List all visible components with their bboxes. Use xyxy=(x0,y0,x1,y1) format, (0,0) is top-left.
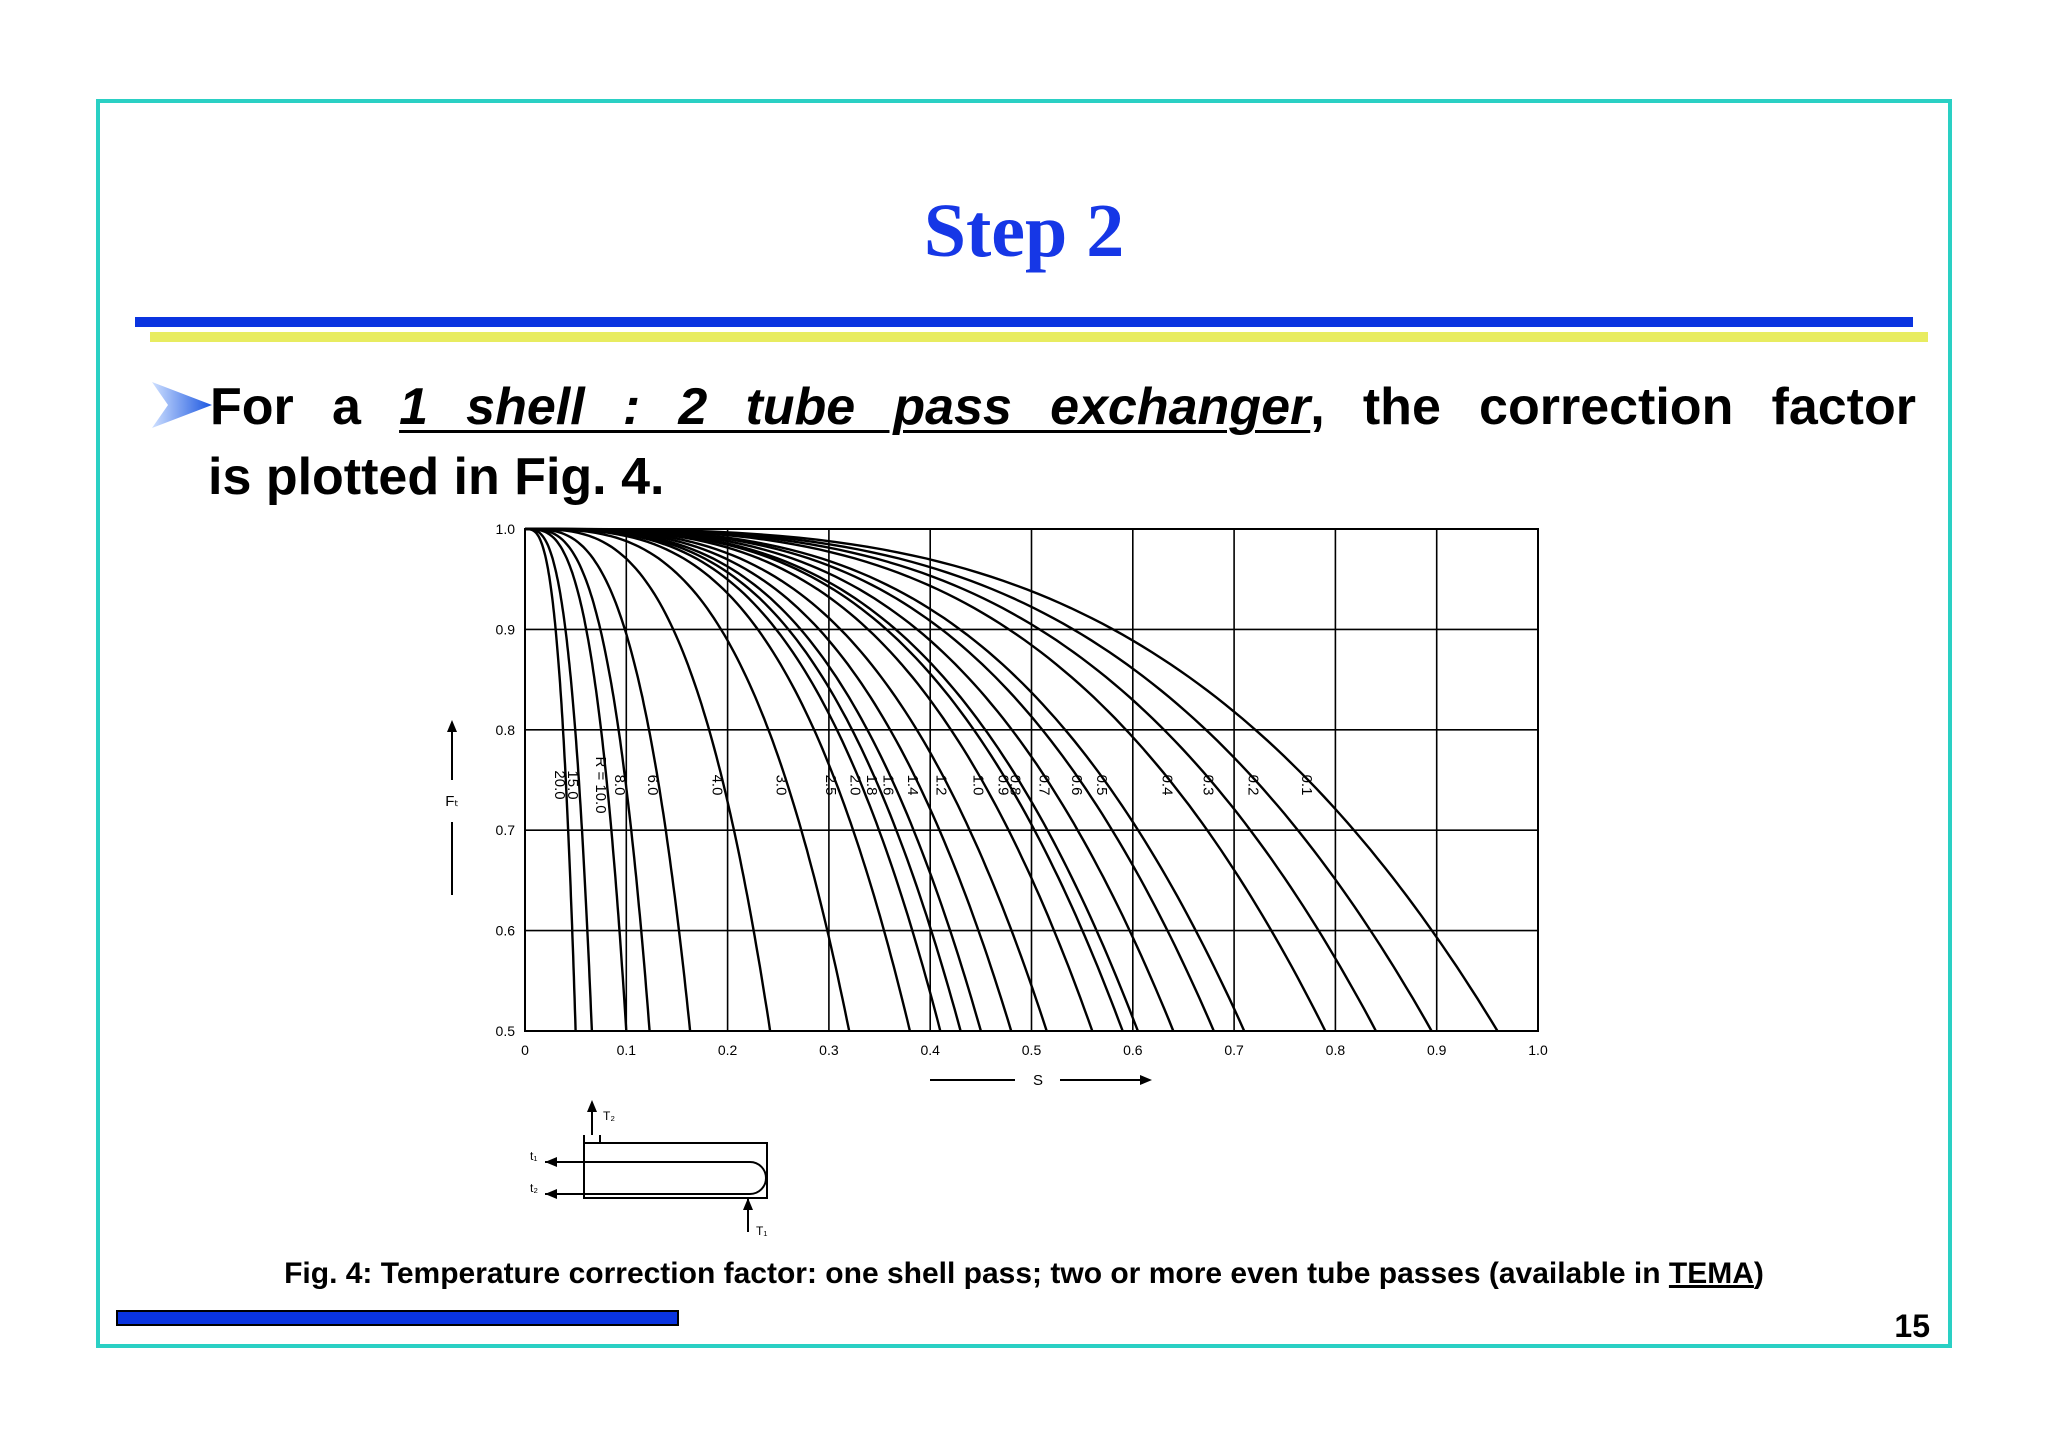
x-tick-label: 0.2 xyxy=(717,1042,738,1058)
shell-outline xyxy=(584,1143,767,1198)
curve-label: 15.0 xyxy=(564,770,582,800)
curve-label: 0.3 xyxy=(1199,774,1217,796)
t2-tube-arrowhead xyxy=(545,1189,557,1199)
x-tick-label: 0.4 xyxy=(920,1042,940,1058)
bullet-suffix: , the correction factor xyxy=(1310,378,1916,436)
footer-bar xyxy=(116,1310,679,1326)
curve-label: 0.1 xyxy=(1297,774,1315,796)
x-tick-label: 0.7 xyxy=(1224,1042,1244,1058)
y-tick-label: 0.7 xyxy=(495,822,515,839)
curve-label: 0.8 xyxy=(1006,774,1024,796)
curve-label: 8.0 xyxy=(610,774,628,796)
curve-label: 2.0 xyxy=(846,774,864,796)
x-axis-arrowhead xyxy=(1140,1075,1152,1085)
y-tick-label: 0.6 xyxy=(495,922,515,939)
y-tick-label: 0.8 xyxy=(495,721,515,738)
curve-label: 0.2 xyxy=(1244,774,1262,796)
y-tick-label: 0.5 xyxy=(495,1023,515,1039)
label-t2: t₂ xyxy=(530,1181,538,1195)
curve-label: 1.8 xyxy=(862,774,880,796)
curve-label: 6.0 xyxy=(643,774,661,796)
curve-label: 4.0 xyxy=(708,774,726,796)
label-T2: T₂ xyxy=(603,1109,615,1123)
y-axis-arrowhead xyxy=(447,720,457,732)
curve-label: R = 10.0 xyxy=(592,756,610,814)
y-axis-label-group xyxy=(445,720,459,895)
x-tick-label: 0.5 xyxy=(1021,1042,1042,1058)
x-tick-label: 0.9 xyxy=(1426,1042,1447,1058)
page-number: 15 xyxy=(1894,1308,1930,1344)
curve-label: 20.0 xyxy=(551,770,569,800)
curve-label: 0.9 xyxy=(994,774,1012,796)
curve-label: 0.7 xyxy=(1035,774,1053,796)
x-tick-label: 0.3 xyxy=(819,1042,839,1058)
y-tick-label: 1.0 xyxy=(495,521,515,537)
chart-curve-labels xyxy=(551,756,1315,813)
x-tick-label: 1.0 xyxy=(1528,1042,1548,1058)
label-T1: T₁ xyxy=(756,1224,768,1238)
curve-label: 3.0 xyxy=(772,774,790,796)
x-axis-label-group xyxy=(930,1072,1152,1089)
bullet-emphasis: 1 shell : 2 tube pass exchanger xyxy=(399,378,1311,436)
y-axis-label: Fₜ xyxy=(445,793,459,810)
x-tick-label: 0.6 xyxy=(1123,1042,1143,1058)
curve-label: 0.6 xyxy=(1068,774,1086,796)
tube-u-bend xyxy=(560,1162,766,1194)
curve-label: 1.6 xyxy=(879,774,897,796)
y-tick-label: 0.9 xyxy=(495,621,515,638)
bullet-prefix: For a xyxy=(210,378,361,436)
curve-label: 1.0 xyxy=(969,774,987,796)
caption-text: Fig. 4: Temperature correction factor: one shell pass; two or more even tube passes (available in xyxy=(284,1257,1661,1290)
tema-link[interactable]: TEMA xyxy=(1668,1257,1754,1290)
caption-end: ) xyxy=(1753,1257,1764,1290)
x-tick-label: 0 xyxy=(521,1042,529,1058)
x-tick-label: 0.1 xyxy=(616,1042,637,1058)
curve-label: 2.5 xyxy=(821,774,839,796)
x-axis-label: S xyxy=(1032,1072,1044,1089)
exchanger-diagram xyxy=(545,1100,767,1232)
t2-arrowhead xyxy=(587,1100,597,1112)
curve-label: 0.4 xyxy=(1158,774,1176,796)
curve-label: 1.2 xyxy=(932,774,950,796)
t1-tube-arrowhead xyxy=(545,1157,557,1167)
curve-label: 0.5 xyxy=(1092,774,1110,796)
x-tick-label: 0.8 xyxy=(1325,1042,1346,1058)
curve-label: 1.4 xyxy=(903,774,921,796)
t1-arrowhead xyxy=(743,1198,753,1210)
curve-8.0 xyxy=(525,529,650,1031)
slide-title: Step 2 xyxy=(923,189,1125,273)
bullet-line-2: is plotted in Fig. 4. xyxy=(208,448,665,506)
label-t1: t₁ xyxy=(530,1149,538,1163)
figure-caption xyxy=(96,1254,1952,1294)
